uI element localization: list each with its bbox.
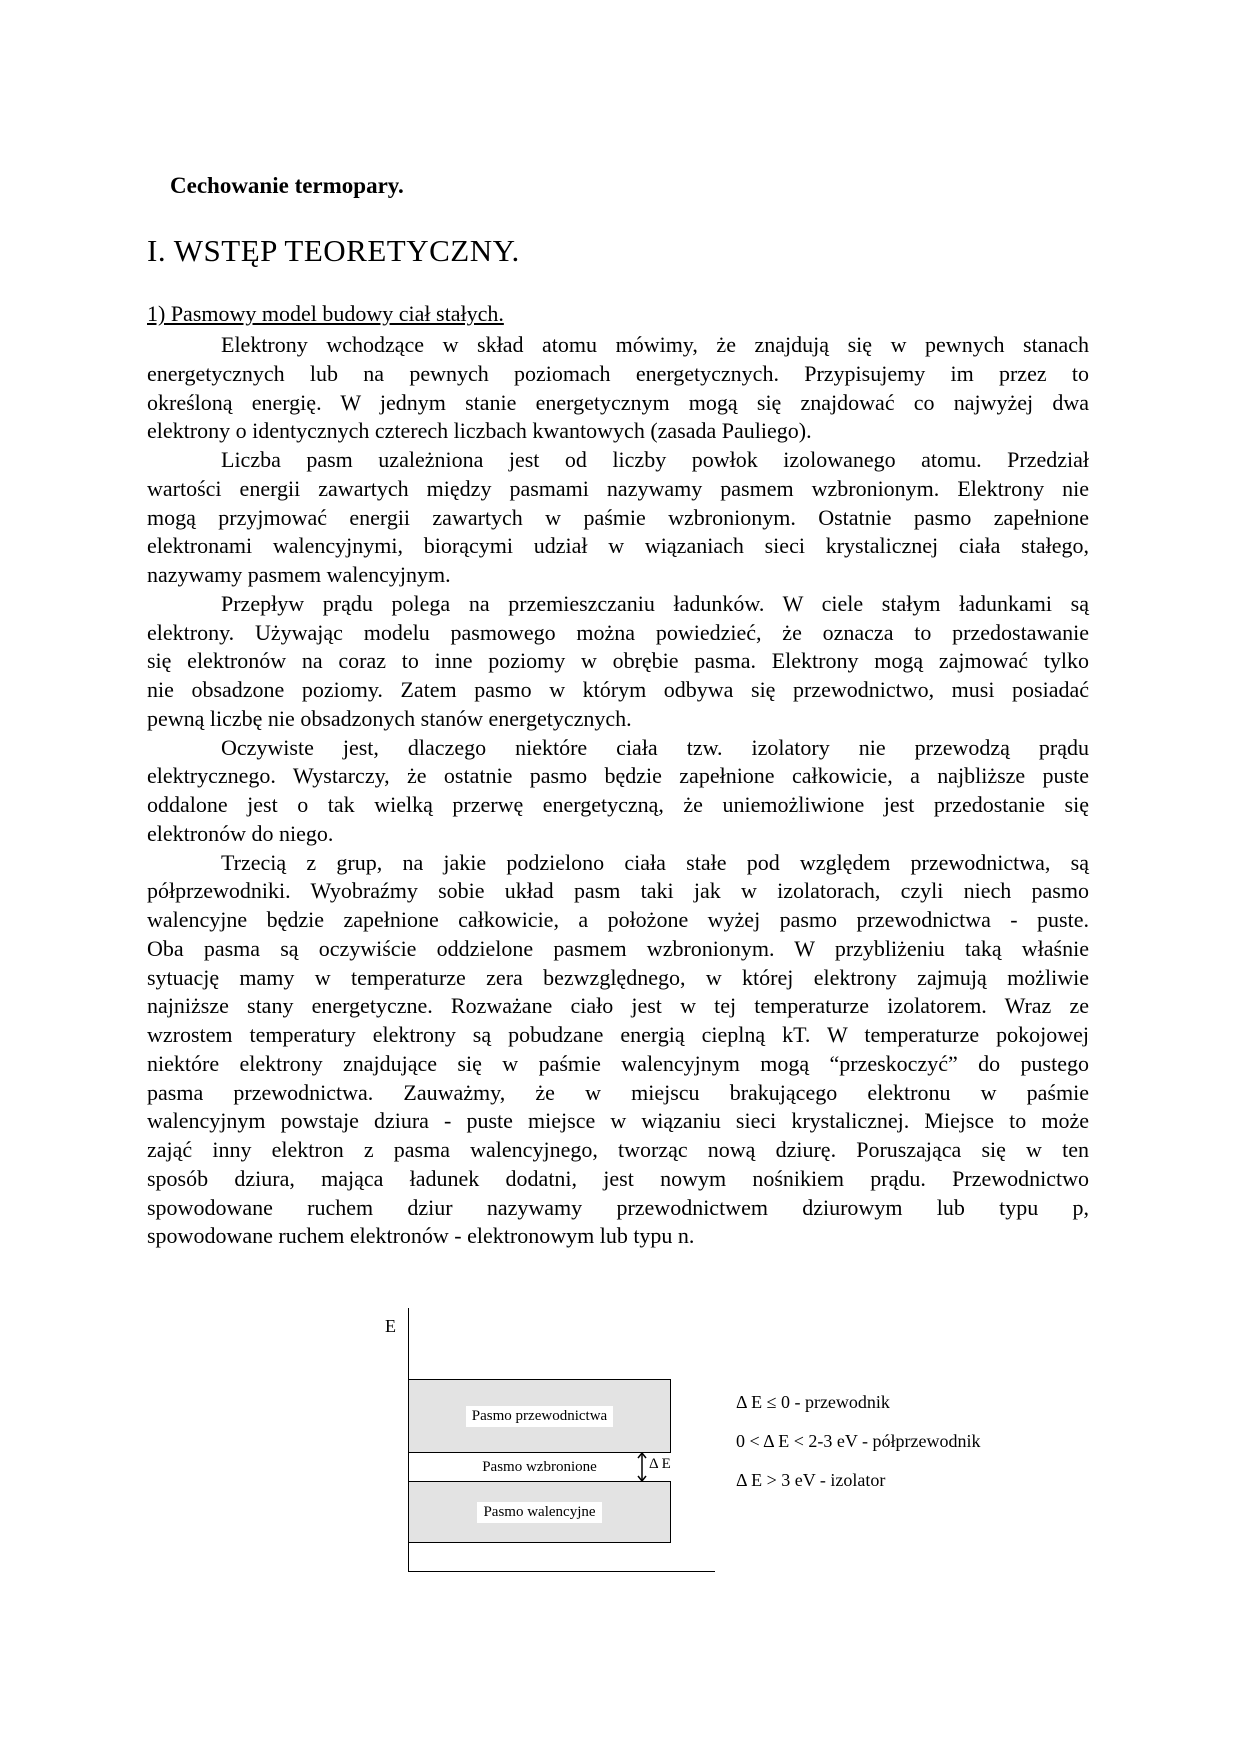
paragraph-line: niektóre elektrony znajdujące się w paśmie walencyjnym mogą “przeskoczyć” do pustego bbox=[147, 1050, 1089, 1076]
forbidden-band-label: Pasmo wzbronione bbox=[482, 1458, 597, 1475]
energy-axis-label: E bbox=[385, 1316, 396, 1336]
subsection-heading: 1) Pasmowy model budowy ciał stałych. bbox=[147, 301, 504, 326]
paragraph-line: elektrony. Używając modelu pasmowego można powiedzieć, że oznacza to przedostawanie bbox=[147, 619, 1089, 645]
paragraph-line: pasma przewodnictwa. Zauważmy, że w miejscu brakującego elektronu w paśmie bbox=[147, 1079, 1089, 1105]
gap-label: Δ E bbox=[649, 1456, 671, 1472]
paragraph-line: elektrony o identycznych czterech liczbach kwantowych (zasada Pauliego). bbox=[147, 418, 812, 444]
baseline-axis bbox=[408, 1571, 715, 1572]
paragraph-line: elektronami walencyjnymi, biorącymi udział w wiązaniach sieci krystalicznej ciała stałego, bbox=[147, 533, 1089, 559]
gap-arrow-icon bbox=[637, 1452, 647, 1482]
paragraph-line: energetycznych lub na pewnych poziomach energetycznych. Przypisujemy im przez to bbox=[147, 360, 1089, 386]
legend-semiconductor: 0 < Δ E < 2-3 eV - półprzewodnik bbox=[736, 1431, 981, 1451]
conduction-band-label: Pasmo przewodnictwa bbox=[466, 1406, 613, 1427]
paragraph-line: nie obsadzone poziomy. Zatem pasmo w którym odbywa się przewodnictwo, musi posiadać bbox=[147, 677, 1089, 702]
body-text bbox=[147, 331, 1089, 1251]
valence-band bbox=[408, 1481, 671, 1543]
legend-insulator: Δ E > 3 eV - izolator bbox=[736, 1470, 886, 1490]
energy-axis bbox=[408, 1308, 409, 1572]
paragraph-line: pewną liczbę nie obsadzonych stanów energetycznych. bbox=[147, 705, 632, 731]
paragraph-line: elektronów do niego. bbox=[147, 820, 334, 846]
legend-conductor: Δ E ≤ 0 - przewodnik bbox=[736, 1392, 890, 1412]
paragraph-line: półprzewodniki. Wyobraźmy sobie układ pasm taki jak w izolatorach, czyli niech pasmo bbox=[147, 878, 1089, 904]
paragraph-line: wzrostem temperatury elektrony są pobudzane energią cieplną kT. W temperaturze pokojowej bbox=[147, 1022, 1089, 1047]
paragraph-line: Przepływ prądu polega na przemieszczaniu ładunków. W ciele stałym ładunkami są bbox=[221, 590, 1089, 616]
paragraph-line: najniższe stany energetyczne. Rozważane ciało jest w tej temperaturze izolatorem. Wraz ze bbox=[147, 993, 1089, 1019]
paragraph-line: nazywamy pasmem walencyjnym. bbox=[147, 562, 451, 587]
paragraph-line: Oczywiste jest, dlaczego niektóre ciała tzw. izolatory nie przewodzą prądu bbox=[221, 734, 1089, 760]
paragraph-line: elektrycznego. Wystarczy, że ostatnie pasmo będzie zapełnione całkowicie, a najbliższe puste bbox=[147, 763, 1089, 789]
paragraph-line: spowodowane ruchem elektronów - elektronowym lub typu n. bbox=[147, 1223, 695, 1249]
paragraph-line: Liczba pasm uzależniona jest od liczby powłok izolowanego atomu. Przedział bbox=[221, 447, 1089, 472]
paragraph-line: walencyjnym powstaje dziura - puste miejsce w wiązaniu sieci krystalicznej. Miejsce to może bbox=[147, 1108, 1089, 1134]
section-heading: I. WSTĘP TEORETYCZNY. bbox=[147, 233, 520, 268]
document-title: Cechowanie termopary. bbox=[170, 173, 404, 198]
paragraph-line: zająć inny elektron z pasma walencyjnego, tworząc nową dziurę. Poruszająca się w ten bbox=[147, 1137, 1089, 1162]
paragraph-line: Trzecią z grup, na jakie podzielono ciała stałe pod względem przewodnictwa, są bbox=[221, 849, 1089, 875]
paragraph-line: się elektronów na coraz to inne poziomy w obrębie pasma. Elektrony mogą zajmować tylko bbox=[147, 648, 1089, 674]
paragraph-line: mogą przyjmować energii zawartych w paśmie wzbronionym. Ostatnie pasmo zapełnione bbox=[147, 504, 1089, 530]
paragraph-line: Elektrony wchodzące w skład atomu mówimy, że znajdują się w pewnych stanach bbox=[221, 332, 1089, 357]
paragraph-line: sposób dziura, mająca ładunek dodatni, jest nowym nośnikiem prądu. Przewodnictwo bbox=[147, 1165, 1089, 1191]
paragraph-line: walencyjne będzie zapełnione całkowicie, a położone wyżej pasmo przewodnictwa - puste. bbox=[147, 907, 1089, 932]
paragraph-line: Oba pasma są oczywiście oddzielone pasmem wzbronionym. W przybliżeniu taką właśnie bbox=[147, 935, 1089, 961]
paragraph-line: wartości energii zawartych między pasmami nazywamy pasmem wzbronionym. Elektrony nie bbox=[147, 475, 1089, 501]
paragraph-line: sytuację mamy w temperaturze zera bezwzględnego, w której elektrony zajmują możliwie bbox=[147, 964, 1089, 990]
paragraph-line: spowodowane ruchem dziur nazywamy przewodnictwem dziurowym lub typu p, bbox=[147, 1194, 1089, 1220]
paragraph-line: oddalone jest o tak wielką przerwę energetyczną, że uniemożliwione jest przedostanie się bbox=[147, 792, 1089, 817]
paragraph-line: określoną energię. W jednym stanie energetycznym mogą się znajdować co najwyżej dwa bbox=[147, 389, 1089, 415]
valence-band-label: Pasmo walencyjne bbox=[477, 1502, 601, 1523]
conduction-band bbox=[408, 1379, 671, 1453]
